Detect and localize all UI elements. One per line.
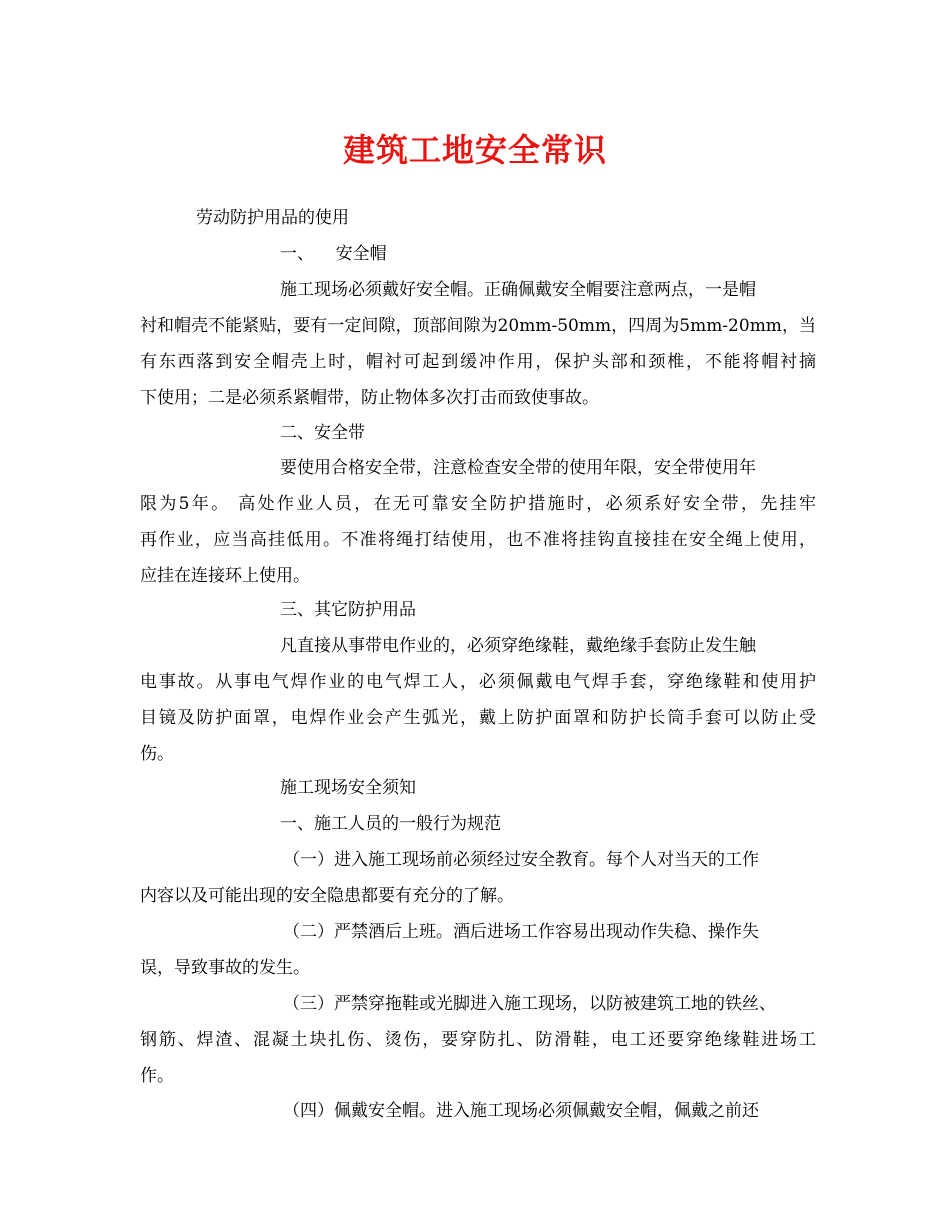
paragraph-line: 凡直接从事带电作业的，必须穿绝缘鞋，戴绝缘手套防止发生触 xyxy=(280,636,756,656)
subheading-safety-helmet: 一、 安全帽 xyxy=(280,244,387,264)
paragraph-line: （三）严禁穿拖鞋或光脚进入施工现场，以防被建筑工地的铁丝、 xyxy=(283,994,776,1014)
paragraph-line: 下使用；二是必须系紧帽带，防止物体多次打击而致使事故。 xyxy=(140,388,599,408)
paragraph-line: 电事故。从事电气焊作业的电气焊工人，必须佩戴电气焊手套，穿绝缘鞋和使用护 xyxy=(140,672,816,692)
paragraph-line: 再作业，应当高挂低用。不准将绳打结使用，也不准将挂钩直接挂在安全绳上使用， xyxy=(140,530,816,550)
subheading-other-ppe: 三、其它防护用品 xyxy=(280,600,416,620)
paragraph-line: 有东西落到安全帽壳上时，帽衬可起到缓冲作用，保护头部和颈椎，不能将帽衬摘 xyxy=(140,352,816,372)
paragraph-line: 限为5年。 高处作业人员，在无可靠安全防护措施时，必须系好安全带，先挂牢 xyxy=(140,494,816,514)
paragraph-line: （二）严禁酒后上班。酒后进场工作容易出现动作失稳、操作失 xyxy=(283,922,759,942)
paragraph-line: 衬和帽壳不能紧贴，要有一定间隙，顶部间隙为20mm-50mm，四周为5mm-20mm，当 xyxy=(140,316,816,336)
subheading-safety-belt: 二、安全带 xyxy=(280,423,365,443)
paragraph-line: 伤。 xyxy=(140,744,174,764)
paragraph-line: 应挂在连接环上使用。 xyxy=(140,566,310,586)
section-heading-site-safety: 施工现场安全须知 xyxy=(280,778,416,798)
paragraph-line: 误，导致事故的发生。 xyxy=(140,958,310,978)
paragraph-line: 内容以及可能出现的安全隐患都要有充分的了解。 xyxy=(140,886,514,906)
paragraph-line: 钢筋、焊渣、混凝土块扎伤、烫伤，要穿防扎、防滑鞋，电工还要穿绝缘鞋进场工 xyxy=(140,1030,816,1050)
paragraph-line: 要使用合格安全带，注意检查安全带的使用年限，安全带使用年 xyxy=(280,458,756,478)
section-heading-ppe-usage: 劳动防护用品的使用 xyxy=(196,208,349,228)
paragraph-line: （一）进入施工现场前必须经过安全教育。每个人对当天的工作 xyxy=(283,850,759,870)
paragraph-line: （四）佩戴安全帽。进入施工现场必须佩戴安全帽，佩戴之前还 xyxy=(283,1101,759,1121)
paragraph-line: 作。 xyxy=(140,1066,174,1086)
paragraph-line: 施工现场必须戴好安全帽。正确佩戴安全帽要注意两点，一是帽 xyxy=(280,280,756,300)
subheading-conduct-rules: 一、施工人员的一般行为规范 xyxy=(280,814,501,834)
page-title: 建筑工地安全常识 xyxy=(342,131,607,169)
paragraph-line: 目镜及防护面罩，电焊作业会产生弧光，戴上防护面罩和防护长筒手套可以防止受 xyxy=(140,708,816,728)
